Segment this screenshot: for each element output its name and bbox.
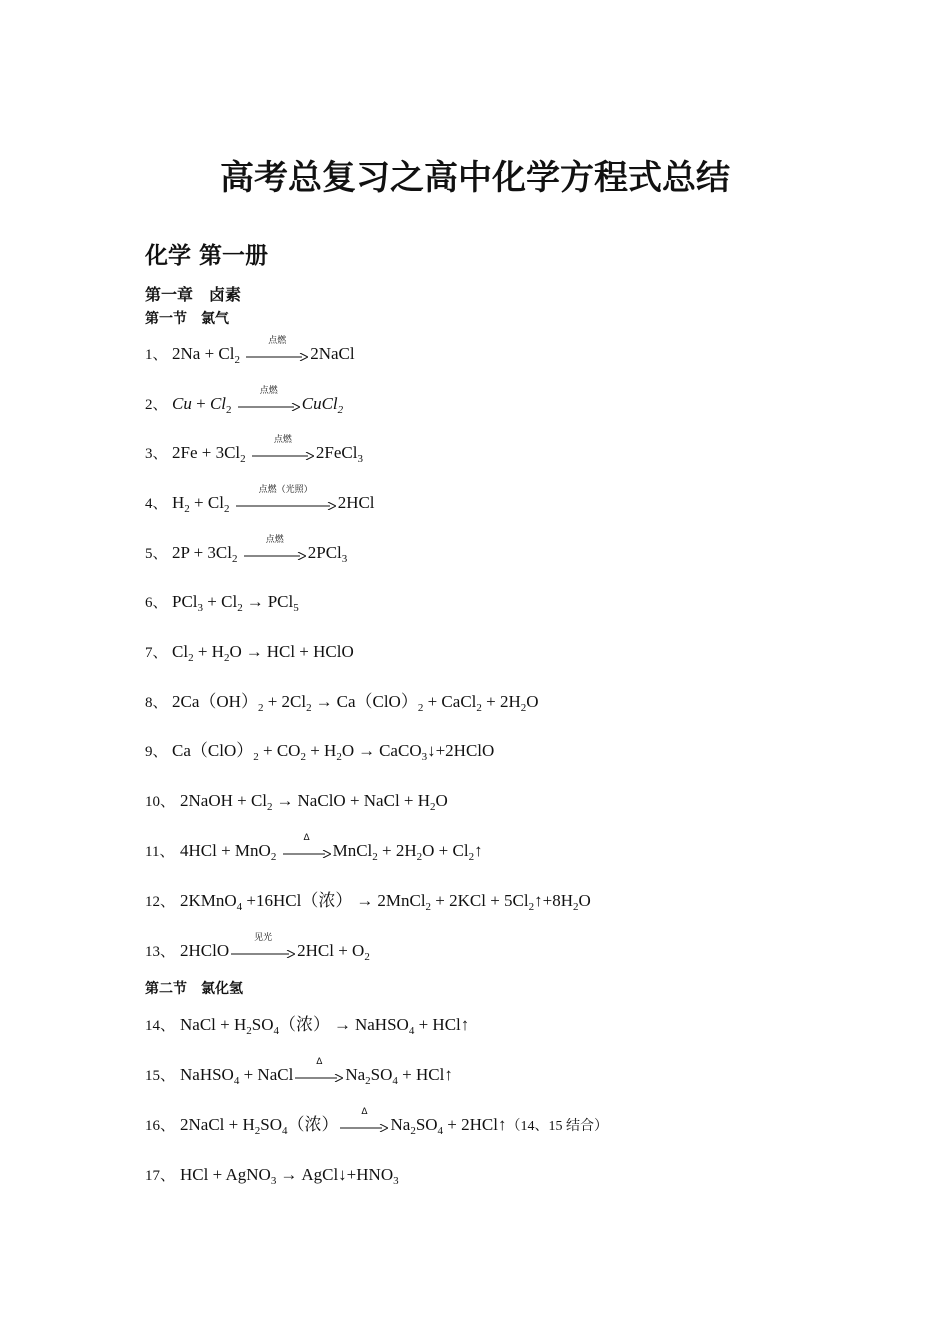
chapter-title: 第一章 卤素: [145, 285, 242, 304]
reaction-arrow: 点燃: [238, 395, 300, 411]
equation-row: 16、 2NaCl + $H_2SO_4$（浓） Δ $Na_2SO_4$ + 2HCl↑（14、15 结合）: [145, 1107, 608, 1137]
equation-row: 7、 $Cl_2 + H_2O$ → HCl + HClO: [145, 642, 354, 664]
equation-number: 8、: [145, 695, 168, 711]
section-title-chlorine: 第一节 氯气: [145, 311, 229, 327]
equation-note: （14、15 结合）: [506, 1119, 608, 1134]
gas-arrow: ↑: [497, 1115, 507, 1134]
reaction-arrow: 点燃: [252, 444, 314, 460]
gas-arrow: ↑: [444, 1065, 453, 1084]
reaction-arrow: 见光: [231, 942, 295, 958]
equation-number: 10、: [145, 794, 176, 810]
equation-number: 13、: [145, 944, 176, 960]
equation-number: 16、: [145, 1118, 176, 1134]
equation-row: 8、 $2Ca(OH)_2 + 2Cl_2 \to Ca(ClO)_2$ + CaCl$_2$ + $2H_2O$: [145, 692, 539, 714]
reaction-arrow: Δ: [340, 1116, 388, 1132]
equation-row: 3、 $2Fe + 3Cl_2$ 点燃 2FeCl$_3$: [145, 435, 363, 465]
reaction-arrow: Δ: [295, 1066, 343, 1082]
gas-arrow: ↑: [460, 1015, 470, 1034]
equation-number: 7、: [145, 645, 168, 661]
equation-number: 12、: [145, 894, 176, 910]
equation-row: 15、 NaHSO$_4$ + NaCl Δ $Na_2SO_4$ + HCl↑: [145, 1057, 453, 1087]
equation-number: 5、: [145, 546, 168, 562]
equation-row: 11、 4HCl + MnO$_2$ Δ MnCl$_2$ + $2H_2O$ + $Cl_2↑$: [145, 833, 483, 863]
equation-number: 9、: [145, 744, 168, 760]
page-title: 高考总复习之高中化学方程式总结: [220, 158, 730, 198]
equation-row: 1、 $2Na + Cl_2$ 点燃 2NaCl: [145, 336, 355, 366]
equation-row: 12、 2KMnO$_4$ +16HCl（浓） → 2MnCl$_2$ + $2KCl + 5Cl_2↑+8H_2O$: [145, 891, 591, 913]
equation-row: 4、 $H_2 + Cl_2$ 点燃（光照） 2HCl: [145, 485, 375, 515]
reaction-arrow: 点燃: [246, 345, 308, 361]
equation-number: 2、: [145, 397, 168, 413]
equation-number: 15、: [145, 1068, 176, 1084]
equation-number: 1、: [145, 347, 168, 363]
equation-row: 6、 $PCl_3 + Cl_2 \to PCl_5$: [145, 592, 299, 614]
equation-number: 14、: [145, 1018, 176, 1034]
equation-number: 11、: [145, 844, 175, 860]
equation-number: 3、: [145, 446, 168, 462]
equation-row: 9、 $Ca(ClO)_2 + CO_2 + H_2O$ → CaCO$_3$↓+2HClO: [145, 741, 495, 763]
equation-row: 14、 NaCl + $H_2SO_4$（浓） → NaHSO$_4$ + HCl↑: [145, 1015, 470, 1037]
equation-row: 10、 2NaOH + $Cl_2$ → NaClO + NaCl + $H_2O$: [145, 791, 448, 813]
equation-row: 13、 2HClO 见光 $2HCl + O_2$: [145, 933, 370, 963]
section-title-hydrogen-chloride: 第二节 氯化氢: [145, 981, 243, 997]
equation-row: 5、 $2P + 3Cl_2$ 点燃 2PCl$_3$: [145, 535, 348, 565]
equation-number: 4、: [145, 496, 168, 512]
precipitate-arrow: ↓: [427, 741, 436, 760]
equation-row: 2、 $Cu + Cl_2$ 点燃 CuCl$_2$: [145, 386, 344, 416]
equation-number: 6、: [145, 595, 168, 611]
precipitate-arrow: ↓: [338, 1165, 347, 1184]
book-title: 化学 第一册: [145, 243, 269, 269]
reaction-arrow: 点燃（光照）: [236, 494, 336, 510]
equation-number: 17、: [145, 1168, 176, 1184]
gas-arrow: ↑: [534, 891, 543, 910]
reaction-arrow: Δ: [283, 842, 331, 858]
gas-arrow: ↑: [474, 841, 483, 860]
equation-row: 17、 HCl + AgNO$_3$ → $AgCl↓+HNO_3$: [145, 1165, 399, 1187]
reaction-arrow: 点燃: [244, 544, 306, 560]
